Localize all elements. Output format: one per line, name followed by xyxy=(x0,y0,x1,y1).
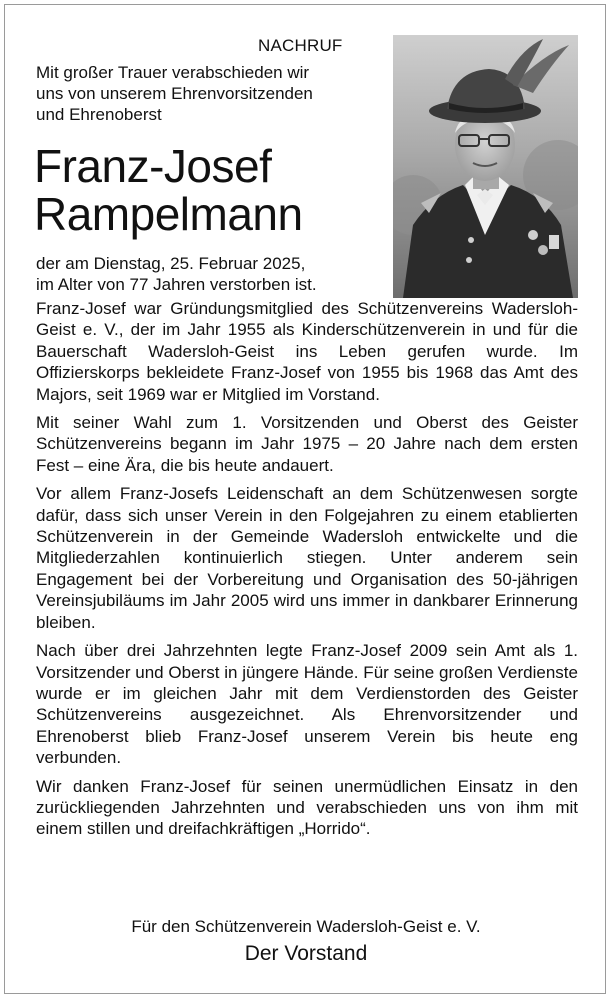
body-paragraph: Franz-Josef war Gründungsmitglied des Schützenvereins Wadersloh-Geist e. V., der im Jahr 1955 als Kinderschützenverein in und für die Bauerschaft Wadersloh-Geist ins Leben gerufen wurde. Im Offizierskorps bekleidete Franz-Josef von 1955 bis 1968 das Amt des Majors, seit 1969 war er Mitglied im Vorstand. xyxy=(36,299,578,404)
intro-line: und Ehrenoberst xyxy=(36,105,162,124)
obituary-body xyxy=(36,298,578,847)
death-line: der am Dienstag, 25. Februar 2025, xyxy=(36,254,306,273)
name-line: Rampelmann xyxy=(34,188,303,240)
intro-line: uns von unserem Ehrenvorsitzenden xyxy=(36,84,313,103)
notice-heading: NACHRUF xyxy=(258,36,343,55)
signature-organization: Für den Schützenverein Wadersloh-Geist e. V. xyxy=(131,917,481,936)
portrait-photo xyxy=(393,35,578,298)
intro-text xyxy=(36,62,376,125)
death-info xyxy=(36,253,386,295)
deceased-name xyxy=(34,142,303,238)
body-paragraph: Mit seiner Wahl zum 1. Vorsitzenden und Oberst des Geister Schützenvereins begann im Jahr 1975 – 20 Jahre nach dem ersten Fest – eine Ära, die bis heute andauert. xyxy=(36,413,578,475)
signature-name: Der Vorstand xyxy=(244,942,368,965)
body-paragraph: Nach über drei Jahrzehnten legte Franz-Josef 2009 sein Amt als 1. Vorsitzender und Oberst in jüngere Hände. Für seine großen Verdienste wurde er im gleichen Jahr mit dem Verdienstorden des Geister Schützenvereins ausgezeichnet. Als Ehrenvorsitzender und Ehrenoberst blieb Franz-Josef unserem Verein bis heute eng verbunden. xyxy=(36,641,578,768)
portrait-photo-icon xyxy=(393,35,578,298)
body-paragraph: Vor allem Franz-Josefs Leidenschaft an dem Schützenwesen sorgte dafür, dass sich unser Verein in den Folgejahren zu einem etablierten Schützenverein in der Gemeinde Wadersloh entwickelte und die Mitgliederzahlen kontinuierlich stiegen. Unter anderem sein Engagement bei der Vorbereitung und Organisation des 50-jährigen Vereinsjubiläums im Jahr 2005 wird uns immer in dankbarer Erinnerung bleiben. xyxy=(36,484,578,632)
name-line: Franz-Josef xyxy=(34,140,272,192)
intro-line: Mit großer Trauer verabschieden wir xyxy=(36,63,310,82)
death-line: im Alter von 77 Jahren verstorben ist. xyxy=(36,275,317,294)
body-paragraph: Wir danken Franz-Josef für seinen unermüdlichen Einsatz in den zurückliegenden Jahrzehnten und verabschieden uns von ihm mit einem stillen und dreifachkräftigen „Horrido“. xyxy=(36,776,578,839)
